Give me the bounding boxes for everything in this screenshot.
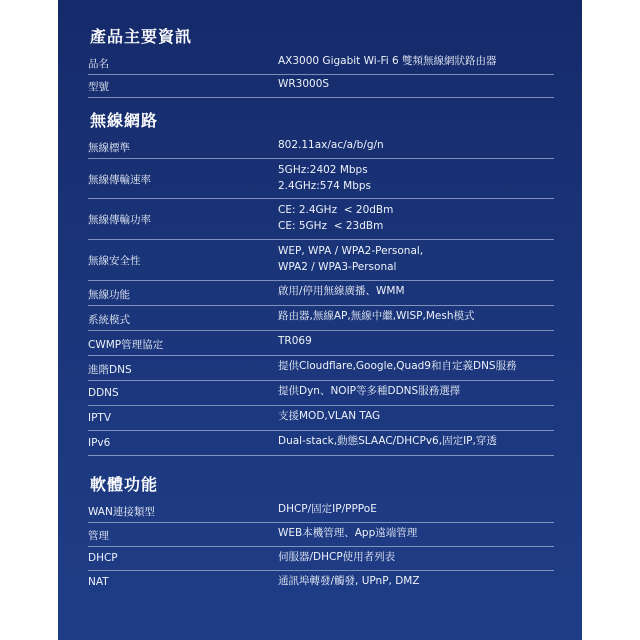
- spec-row-dhcp: [88, 547, 554, 571]
- spec-label: 管理: [88, 530, 109, 542]
- spec-row-wireless-rate: [88, 159, 554, 199]
- spec-value-line: 2.4GHz:574 Mbps: [278, 180, 372, 192]
- spec-label: 無線傳輸速率: [88, 174, 151, 186]
- spec-label: IPv6: [88, 437, 111, 449]
- spec-row-nat: [88, 571, 554, 594]
- spec-value-line: 啟用/停用無線廣播、WMM: [278, 285, 405, 297]
- spec-value-line: DHCP/固定IP/PPPoE: [278, 503, 377, 515]
- spec-label: 無線傳輸功率: [88, 214, 151, 226]
- spec-label: 無線安全性: [88, 255, 141, 267]
- spec-value: [278, 358, 517, 374]
- spec-value: [278, 573, 420, 589]
- spec-value: [278, 283, 405, 299]
- spec-row-product-name: [88, 52, 554, 75]
- spec-value: [278, 137, 384, 153]
- spec-value-line: AX3000 Gigabit Wi-Fi 6 雙頻無線網狀路由器: [278, 55, 497, 67]
- spec-row-cwmp: [88, 331, 554, 356]
- section-title-software: 軟體功能: [90, 475, 159, 494]
- spec-value-line: 提供Dyn、NOIP等多種DDNS服務選擇: [278, 385, 461, 397]
- spec-value: [278, 202, 393, 234]
- spec-value-line: 5GHz:2402 Mbps: [278, 164, 368, 176]
- spec-value: [278, 162, 371, 194]
- spec-value: [278, 525, 417, 541]
- spec-label: 系統模式: [88, 314, 130, 326]
- spec-label: NAT: [88, 576, 109, 588]
- spec-label: CWMP管理協定: [88, 339, 164, 351]
- section-title-wireless: 無線網路: [90, 111, 159, 130]
- spec-row-ipv6: [88, 431, 554, 456]
- spec-value-line: TR069: [278, 335, 312, 347]
- spec-label: 無線功能: [88, 289, 130, 301]
- spec-label: 進階DNS: [88, 364, 132, 376]
- spec-value-line: 支援MOD,VLAN TAG: [278, 410, 381, 422]
- spec-row-system-mode: [88, 306, 554, 331]
- spec-row-advanced-dns: [88, 356, 554, 381]
- spec-label: 型號: [88, 81, 109, 93]
- section-title-product-info: 產品主要資訊: [90, 27, 193, 46]
- spec-value: [278, 308, 475, 324]
- spec-value-line: CE: 2.4GHz < 20dBm: [278, 204, 394, 216]
- spec-value: [278, 333, 312, 349]
- spec-label: IPTV: [88, 412, 112, 424]
- spec-label: WAN連接類型: [88, 506, 155, 518]
- spec-value: [278, 383, 460, 399]
- spec-row-wireless-power: [88, 199, 554, 240]
- spec-panel: [58, 0, 582, 640]
- spec-row-wireless-function: [88, 281, 554, 306]
- spec-label: 無線標準: [88, 142, 130, 154]
- spec-value: [278, 408, 380, 424]
- spec-row-iptv: [88, 406, 554, 431]
- spec-value-line: WEP, WPA / WPA2-Personal,: [278, 245, 424, 257]
- spec-value: [278, 433, 497, 449]
- spec-value: [278, 549, 395, 565]
- spec-value-line: CE: 5GHz < 23dBm: [278, 220, 384, 232]
- spec-row-management: [88, 523, 554, 547]
- spec-value: [278, 243, 423, 275]
- spec-value-line: 802.11ax/ac/a/b/g/n: [278, 139, 384, 151]
- spec-value-line: WPA2 / WPA3-Personal: [278, 261, 397, 273]
- spec-row-wan-type: [88, 499, 554, 523]
- spec-row-model: [88, 75, 554, 98]
- spec-row-wireless-security: [88, 240, 554, 281]
- spec-value-line: 提供Cloudflare,Google,Quad9和自定義DNS服務: [278, 360, 517, 372]
- spec-label: DHCP: [88, 552, 118, 564]
- spec-row-wireless-standard: [88, 136, 554, 159]
- spec-label: DDNS: [88, 387, 119, 399]
- spec-value-line: WR3000S: [278, 78, 330, 90]
- spec-value: [278, 53, 497, 69]
- spec-label: 品名: [88, 58, 109, 70]
- spec-row-ddns: [88, 381, 554, 406]
- spec-value-line: 伺服器/DHCP使用者列表: [278, 551, 396, 563]
- spec-value: [278, 501, 377, 517]
- spec-value-line: WEB本機管理、App遠端管理: [278, 527, 418, 539]
- spec-value-line: 路由器,無線AP,無線中繼,WISP,Mesh模式: [278, 310, 475, 322]
- spec-value-line: Dual-stack,動態SLAAC/DHCPv6,固定IP,穿透: [278, 435, 497, 447]
- spec-value-line: 通訊埠轉發/觸發, UPnP, DMZ: [278, 575, 420, 587]
- spec-value: [278, 76, 329, 92]
